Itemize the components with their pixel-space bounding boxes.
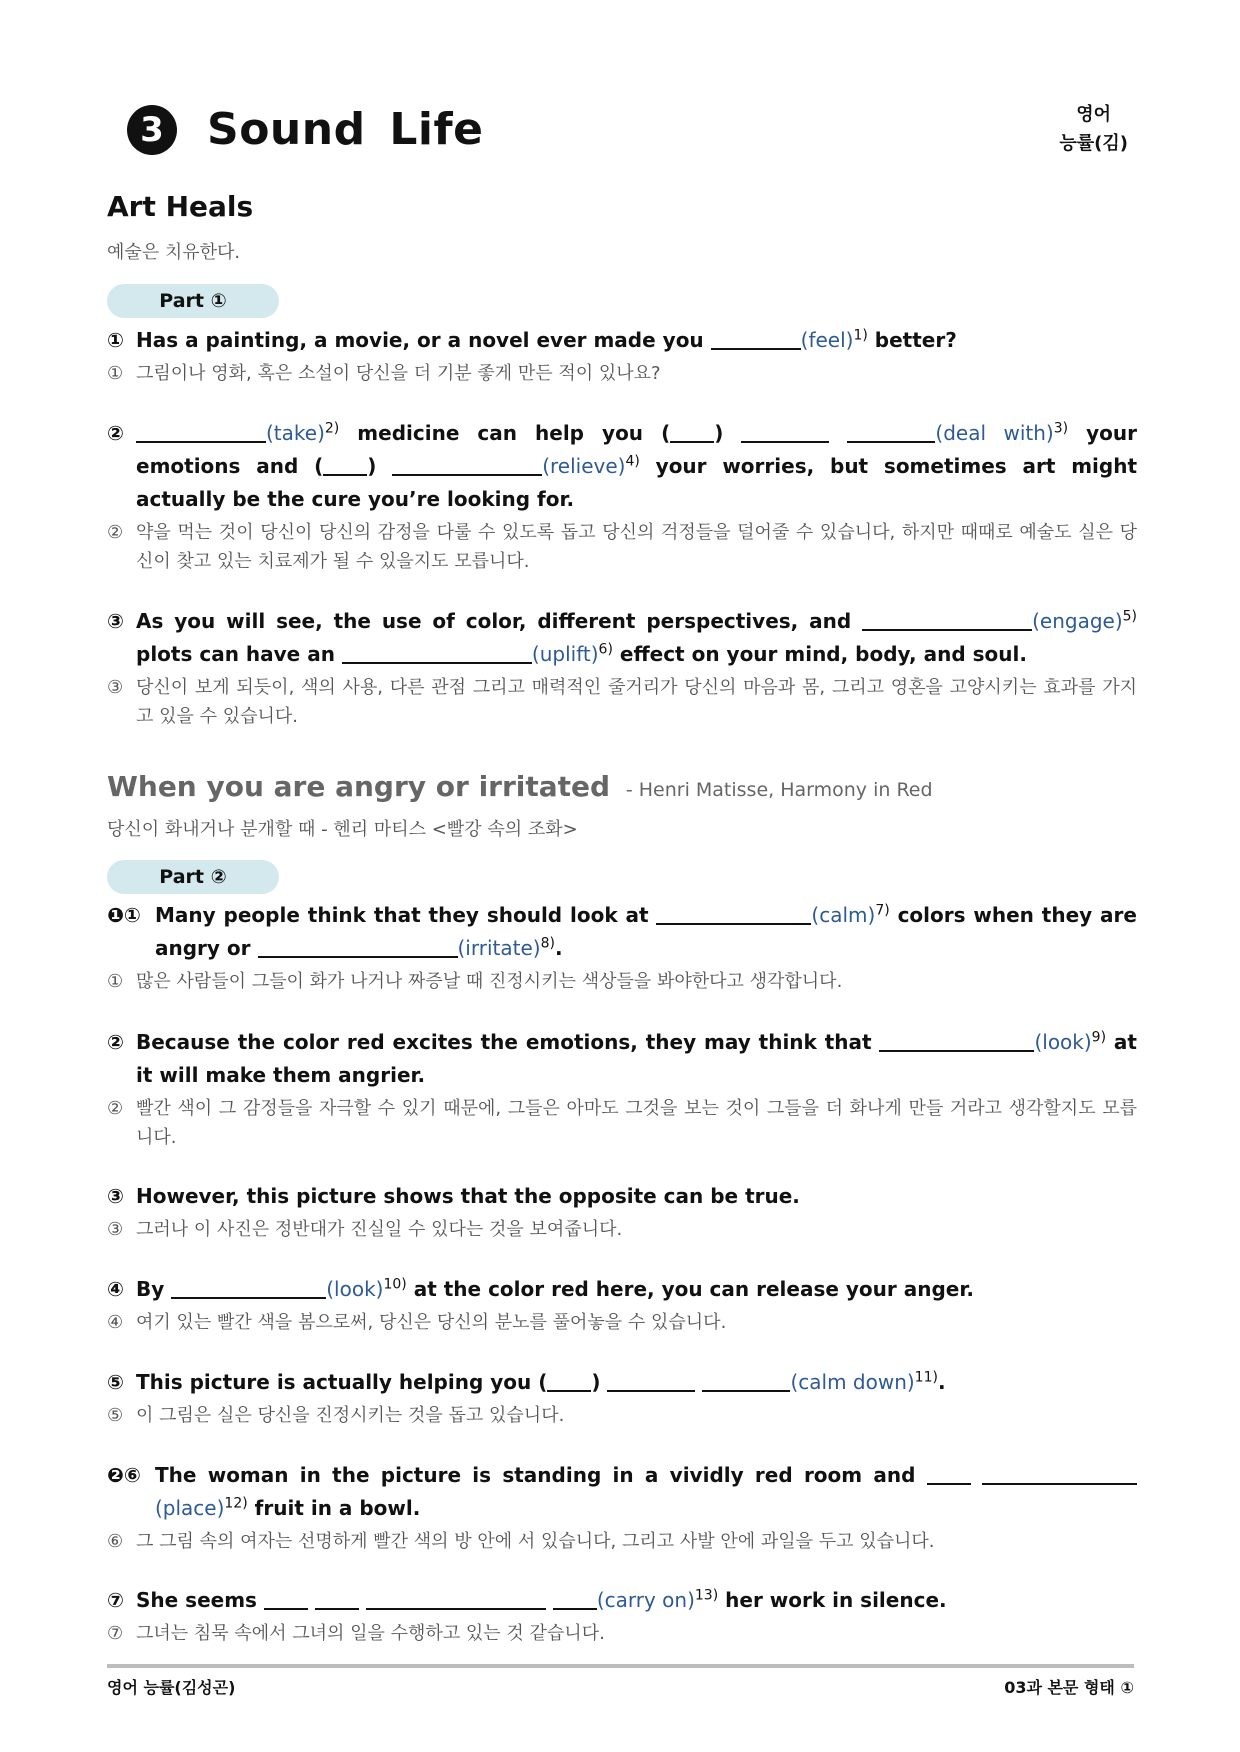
sentence-text: She seems bbox=[136, 1588, 257, 1612]
translation-number: ③ bbox=[107, 677, 124, 698]
fill-blank[interactable] bbox=[607, 1370, 695, 1392]
verb-hint: (look) bbox=[1034, 1030, 1092, 1054]
verb-hint: (feel) bbox=[800, 328, 854, 352]
section-subtitle-angry: 당신이 화내거나 분개할 때 - 헨리 마티스 <빨강 속의 조화> bbox=[107, 819, 578, 840]
korean-translation: 그 그림 속의 여자는 선명하게 빨간 색의 방 안에 서 있습니다, 그리고 사발 안에 과일을 두고 있습니다. bbox=[136, 1531, 935, 1552]
verb-hint: (calm) bbox=[811, 903, 876, 927]
fill-blank[interactable] bbox=[702, 1370, 790, 1392]
sentence-2-3 bbox=[107, 1180, 1137, 1244]
sentence-text: your emotions and bbox=[136, 421, 1137, 478]
sentence-text: This picture is actually helping you bbox=[136, 1370, 532, 1394]
fill-blank[interactable] bbox=[547, 1370, 591, 1392]
sentence-1-2 bbox=[107, 417, 1137, 576]
verb-hint: (relieve) bbox=[542, 454, 626, 478]
sentence-text: The woman in the picture is standing in a vividly red room and bbox=[155, 1463, 916, 1487]
footnote-number: 6) bbox=[598, 641, 613, 658]
fill-blank[interactable] bbox=[315, 1588, 359, 1610]
translation-number: ① bbox=[107, 971, 124, 992]
footnote-number: 10) bbox=[383, 1276, 407, 1293]
sentence-2-5 bbox=[107, 1366, 1137, 1430]
sentence-2-6 bbox=[107, 1459, 1137, 1556]
footer-divider bbox=[107, 1664, 1134, 1668]
footnote-number: 4) bbox=[625, 453, 640, 470]
sentence-text: Because the color red excites the emotions, they may think that bbox=[136, 1030, 872, 1054]
lesson-title: Sound Life bbox=[207, 104, 484, 155]
fill-blank[interactable] bbox=[847, 421, 935, 443]
part-1-label: Part ① bbox=[107, 284, 279, 318]
translation-number: ② bbox=[107, 522, 124, 543]
fill-blank[interactable] bbox=[670, 421, 714, 443]
fill-blank[interactable] bbox=[711, 328, 801, 350]
sentence-number: ② bbox=[107, 421, 124, 445]
footnote-number: 8) bbox=[540, 935, 555, 952]
artwork-credit: - Henri Matisse, Harmony in Red bbox=[625, 779, 933, 801]
footnote-number: 5) bbox=[1122, 608, 1138, 625]
sentence-text: plots can have an bbox=[136, 642, 335, 666]
sentence-2-1 bbox=[107, 899, 1137, 996]
translation-number: ④ bbox=[107, 1312, 124, 1333]
verb-hint: (calm down) bbox=[790, 1370, 915, 1394]
sentence-number: ③ bbox=[107, 609, 124, 633]
sentence-number: ③ bbox=[107, 1184, 124, 1208]
sentence-text: colors when they are angry or bbox=[155, 903, 1137, 960]
fill-blank[interactable] bbox=[862, 609, 1032, 631]
fill-blank[interactable] bbox=[258, 936, 458, 958]
verb-hint: (engage) bbox=[1032, 609, 1123, 633]
sentence-1-3 bbox=[107, 605, 1137, 731]
korean-translation: 그녀는 침묵 속에서 그녀의 일을 수행하고 있는 것 같습니다. bbox=[136, 1623, 605, 1644]
footer-textbook: 영어 능률(김성곤) bbox=[107, 1678, 236, 1697]
sentence-number: ❷⑥ bbox=[107, 1463, 141, 1487]
sentence-text: better? bbox=[874, 328, 957, 352]
verb-hint: (irritate) bbox=[457, 936, 541, 960]
part-2-label: Part ② bbox=[107, 860, 279, 894]
fill-blank[interactable] bbox=[879, 1030, 1034, 1052]
korean-translation: 당신이 보게 되듯이, 색의 사용, 다른 관점 그리고 매력적인 줄거리가 당신의 마음과 몸, 그리고 영혼을 고양시키는 효과를 가지고 있을 수 있습니다. bbox=[136, 677, 1137, 727]
lesson-header bbox=[127, 104, 483, 155]
sentence-number: ② bbox=[107, 1030, 124, 1054]
subject-tag-line1: 영어 bbox=[1076, 104, 1112, 125]
verb-hint: (uplift) bbox=[531, 642, 599, 666]
translation-number: ③ bbox=[107, 1219, 124, 1240]
translation-number: ② bbox=[107, 1098, 124, 1119]
footnote-number: 13) bbox=[694, 1587, 719, 1604]
sentence-text: medicine can help you bbox=[357, 421, 644, 445]
fill-blank[interactable] bbox=[264, 1588, 308, 1610]
section-title-text: When you are angry or irritated bbox=[107, 770, 611, 803]
sentence-text: However, this picture shows that the opposite can be true. bbox=[136, 1184, 800, 1208]
korean-translation: 그림이나 영화, 혹은 소설이 당신을 더 기분 좋게 만든 적이 있나요? bbox=[136, 363, 661, 384]
footnote-number: 1) bbox=[853, 327, 868, 344]
footnote-number: 2) bbox=[324, 420, 340, 437]
sentence-2-4 bbox=[107, 1273, 1137, 1337]
sentence-text: your worries, but sometimes art might actually be the cure you’re looking for. bbox=[136, 454, 1138, 511]
footnote-number: 9) bbox=[1091, 1029, 1107, 1046]
sentence-number: ① bbox=[107, 328, 124, 352]
sentence-text: As you will see, the use of color, different perspectives, and bbox=[136, 609, 852, 633]
korean-translation: 많은 사람들이 그들이 화가 나거나 짜증날 때 진정시키는 색상들을 봐야한다고 생각합니다. bbox=[136, 971, 843, 992]
fill-blank[interactable] bbox=[392, 454, 542, 476]
verb-hint: (deal with) bbox=[935, 421, 1054, 445]
verb-hint: (place) bbox=[155, 1496, 225, 1520]
footnote-number: 12) bbox=[224, 1495, 248, 1512]
fill-blank[interactable] bbox=[927, 1463, 971, 1485]
lesson-number-badge: 3 bbox=[127, 105, 177, 155]
section-title-angry bbox=[107, 770, 933, 803]
sentence-text: at it will make them angrier. bbox=[136, 1030, 1137, 1087]
fill-blank[interactable] bbox=[323, 454, 367, 476]
sentence-text: . bbox=[554, 936, 563, 960]
paren-open: ( bbox=[314, 454, 324, 478]
sentence-number: ⑦ bbox=[107, 1588, 124, 1612]
paren-open: ( bbox=[538, 1370, 548, 1394]
paren-close: ) bbox=[367, 454, 377, 478]
footnote-number: 3) bbox=[1053, 420, 1069, 437]
paren-close: ) bbox=[591, 1370, 601, 1394]
sentence-text: Many people think that they should look at bbox=[155, 903, 649, 927]
sentence-text: her work in silence. bbox=[725, 1588, 947, 1612]
korean-translation: 그러나 이 사진은 정반대가 진실일 수 있다는 것을 보여줍니다. bbox=[136, 1219, 623, 1240]
fill-blank[interactable] bbox=[171, 1277, 326, 1299]
sentence-number: ❶① bbox=[107, 903, 141, 927]
footnote-number: 7) bbox=[875, 902, 890, 919]
korean-translation: 이 그림은 실은 당신을 진정시키는 것을 돕고 있습니다. bbox=[136, 1405, 565, 1426]
korean-translation: 빨간 색이 그 감정들을 자극할 수 있기 때문에, 그들은 아마도 그것을 보는 것이 그들을 더 화나게 만들 거라고 생각할지도 모릅니다. bbox=[136, 1098, 1137, 1148]
footer-lesson-info: 03과 본문 형태 ① bbox=[1004, 1678, 1134, 1697]
subject-tag bbox=[1059, 100, 1128, 158]
paren-close: ) bbox=[714, 421, 724, 445]
verb-hint: (look) bbox=[326, 1277, 384, 1301]
fill-blank[interactable] bbox=[741, 421, 829, 443]
section-subtitle-art-heals: 예술은 치유한다. bbox=[107, 242, 241, 263]
fill-blank[interactable] bbox=[342, 642, 532, 664]
subject-tag-line2: 능률(김) bbox=[1059, 133, 1128, 154]
fill-blank[interactable] bbox=[366, 1588, 546, 1610]
verb-hint: (take) bbox=[266, 421, 325, 445]
sentence-text: fruit in a bowl. bbox=[254, 1496, 421, 1520]
sentence-text: By bbox=[136, 1277, 165, 1301]
sentence-2-2 bbox=[107, 1026, 1137, 1152]
verb-hint: (carry on) bbox=[596, 1588, 695, 1612]
translation-number: ⑤ bbox=[107, 1405, 124, 1426]
sentence-text: Has a painting, a movie, or a novel ever made you bbox=[136, 328, 704, 352]
translation-number: ① bbox=[107, 363, 124, 384]
footnote-number: 11) bbox=[914, 1369, 938, 1386]
sentence-1-1 bbox=[107, 324, 1137, 388]
sentence-text: at the color red here, you can release your anger. bbox=[413, 1277, 974, 1301]
fill-blank[interactable] bbox=[553, 1588, 597, 1610]
korean-translation: 약을 먹는 것이 당신이 당신의 감정을 다룰 수 있도록 돕고 당신의 걱정들을 덜어줄 수 있습니다, 하지만 때때로 예술도 실은 당신이 찾고 있는 치료제가 될 수 있을지도 모릅니다. bbox=[136, 522, 1137, 572]
translation-number: ⑥ bbox=[107, 1531, 124, 1552]
korean-translation: 여기 있는 빨간 색을 봄으로써, 당신은 당신의 분노를 풀어놓을 수 있습니다. bbox=[136, 1312, 727, 1333]
fill-blank[interactable] bbox=[982, 1463, 1137, 1485]
translation-number: ⑦ bbox=[107, 1623, 124, 1644]
fill-blank[interactable] bbox=[656, 903, 811, 925]
section-title-art-heals: Art Heals bbox=[107, 190, 254, 223]
paren-open: ( bbox=[661, 421, 671, 445]
sentence-text: . bbox=[937, 1370, 946, 1394]
fill-blank[interactable] bbox=[136, 421, 266, 443]
sentence-number: ⑤ bbox=[107, 1370, 124, 1394]
sentence-text: effect on your mind, body, and soul. bbox=[619, 642, 1027, 666]
sentence-2-7 bbox=[107, 1584, 1137, 1648]
sentence-number: ④ bbox=[107, 1277, 124, 1301]
